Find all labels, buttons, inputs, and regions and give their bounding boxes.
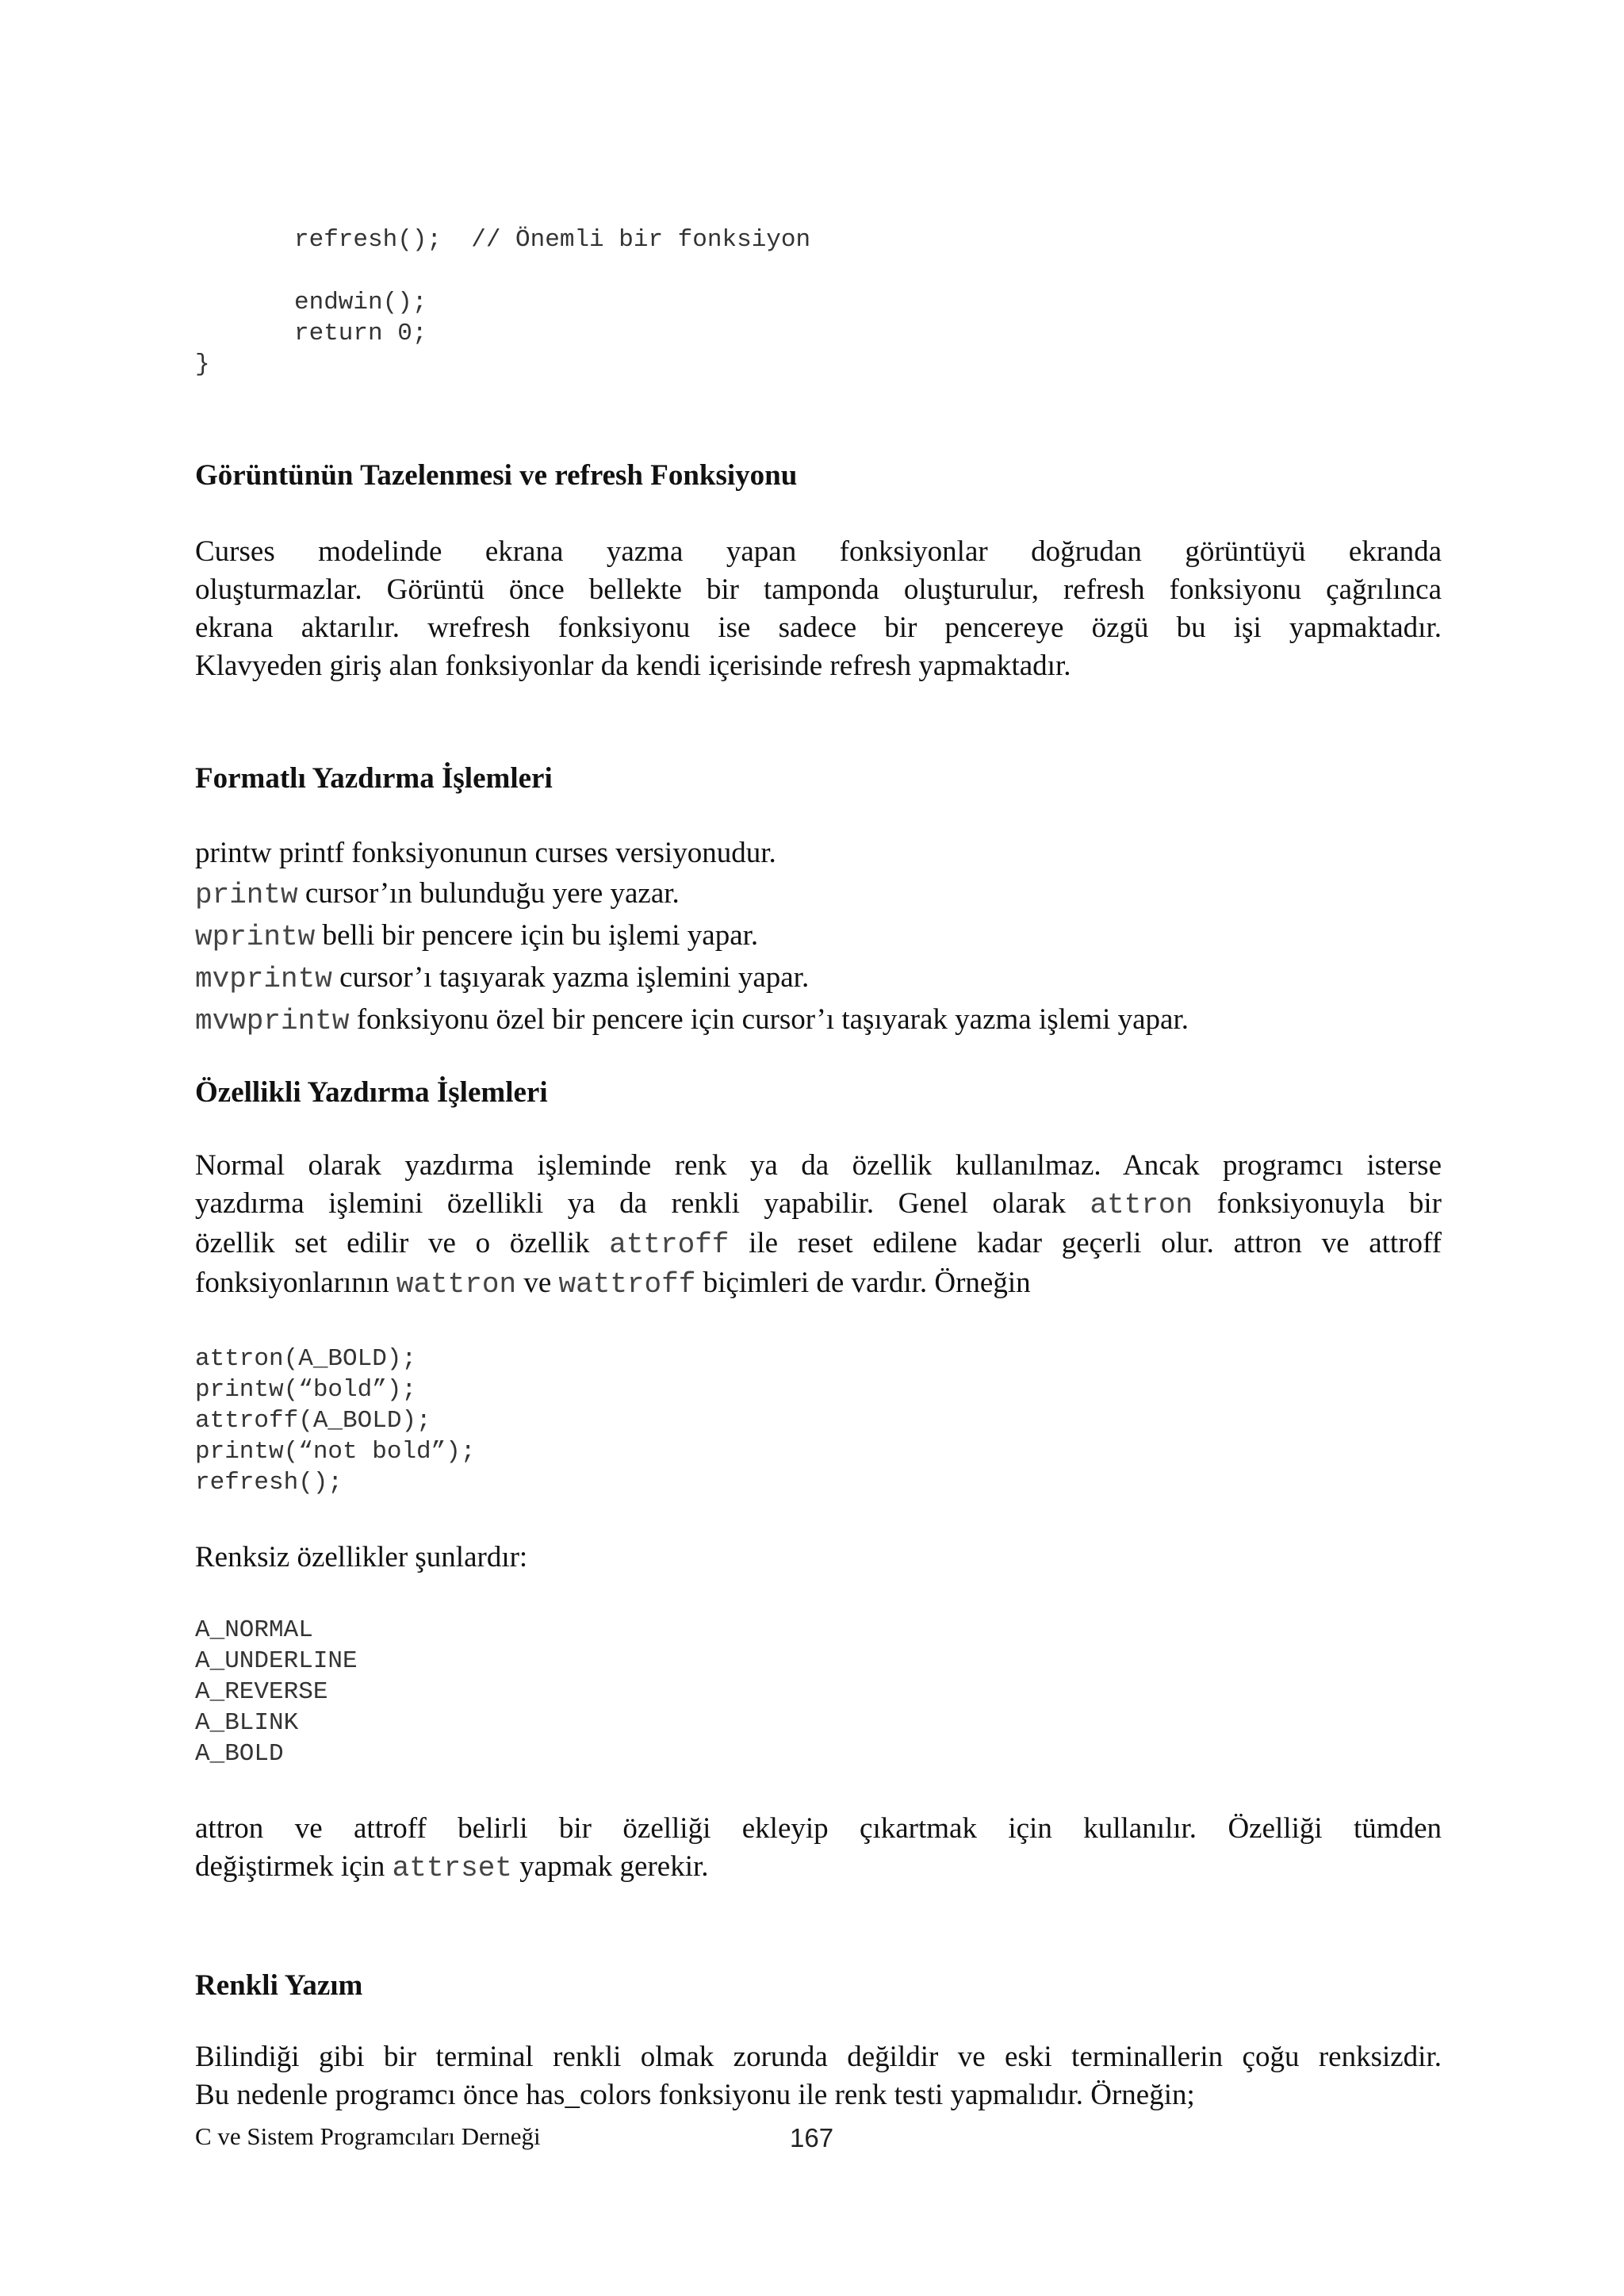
paragraph-attributes bbox=[195, 1147, 1442, 1304]
text-run: değiştirmek için bbox=[195, 1850, 393, 1883]
section-heading-color-print: Renkli Yazım bbox=[195, 1969, 363, 2002]
code-line: printw(“bold”); bbox=[195, 1376, 417, 1404]
text-run: özellik set edilir ve o özellik bbox=[195, 1227, 610, 1259]
paragraph-line bbox=[195, 1848, 1442, 1888]
code-line-endwin: endwin(); bbox=[294, 289, 427, 316]
list-item bbox=[195, 999, 1189, 1041]
list-item bbox=[195, 915, 1189, 957]
list-item bbox=[195, 873, 1189, 915]
code-line: attroff(A_BOLD); bbox=[195, 1407, 431, 1435]
code-line: A_BOLD bbox=[195, 1740, 284, 1768]
paragraph-refresh bbox=[195, 533, 1442, 685]
text-run: ve bbox=[516, 1267, 559, 1299]
paragraph-line bbox=[195, 1264, 1442, 1304]
code-line: printw(“not bold”); bbox=[195, 1438, 476, 1466]
inline-code: wattron bbox=[396, 1268, 517, 1301]
text-run: fonksiyonlarının bbox=[195, 1267, 396, 1299]
inline-code: attrset bbox=[392, 1852, 512, 1884]
code-line: A_UNDERLINE bbox=[195, 1647, 358, 1675]
text-run: ile reset edilene kadar geçerli olur. attron ve attroff bbox=[729, 1227, 1442, 1259]
paragraph-line: attron ve attroff belirli bir özelliği ekleyip çıkartmak için kullanılır. Özelliği tümden bbox=[195, 1812, 1442, 1845]
inline-code: printw bbox=[195, 879, 298, 911]
paragraph-line bbox=[195, 1225, 1442, 1264]
paragraph-colorless-attributes: Renksiz özellikler şunlardır: bbox=[195, 1541, 528, 1573]
text-run: fonksiyonuyla bir bbox=[1193, 1187, 1442, 1220]
code-line-return: return 0; bbox=[294, 320, 427, 347]
code-block-attribute-list bbox=[195, 1615, 358, 1769]
code-line: A_NORMAL bbox=[195, 1616, 313, 1644]
text-run: biçimleri de vardır. Örneğin bbox=[695, 1267, 1031, 1299]
paragraph-line: Bu nedenle programcı önce has_colors fonksiyonu ile renk testi yapmalıdır. Örneğin; bbox=[195, 2079, 1195, 2111]
code-line: attron(A_BOLD); bbox=[195, 1345, 417, 1373]
text-run: yapmak gerekir. bbox=[511, 1850, 709, 1883]
paragraph-attrset bbox=[195, 1810, 1442, 1888]
paragraph-line: Curses modelinde ekrana yazma yapan fonksiyonlar doğrudan görüntüyü ekranda bbox=[195, 535, 1442, 568]
paragraph-line: Normal olarak yazdırma işleminde renk ya da özellik kullanılmaz. Ancak programcı isterse bbox=[195, 1149, 1442, 1182]
footer-organization: C ve Sistem Programcıları Derneği bbox=[195, 2122, 541, 2150]
section-heading-formatted-print: Formatlı Yazdırma İşlemleri bbox=[195, 762, 553, 795]
section-heading-attribute-print: Özellikli Yazdırma İşlemleri bbox=[195, 1076, 548, 1109]
formatted-print-list bbox=[195, 833, 1189, 1041]
code-line-refresh: refresh(); // Önemli bir fonksiyon bbox=[294, 226, 811, 254]
formatted-print-intro: printw printf fonksiyonunun curses versiyonudur. bbox=[195, 837, 776, 869]
paragraph-color bbox=[195, 2038, 1442, 2114]
paragraph-line: ekrana aktarılır. wrefresh fonksiyonu ise sadece bir pencereye özgü bu işi yapmaktadır. bbox=[195, 611, 1442, 644]
paragraph-line bbox=[195, 1185, 1442, 1225]
list-item-text: belli bir pencere için bu işlemi yapar. bbox=[315, 919, 759, 952]
inline-code: mvprintw bbox=[195, 963, 332, 995]
code-line: A_REVERSE bbox=[195, 1678, 328, 1706]
list-item-text: cursor’ın bulunduğu yere yazar. bbox=[297, 877, 680, 910]
code-line: A_BLINK bbox=[195, 1709, 299, 1737]
list-item-text: cursor’ı taşıyarak yazma işlemini yapar. bbox=[331, 961, 810, 994]
code-line: refresh(); bbox=[195, 1469, 343, 1497]
inline-code: wattroff bbox=[558, 1268, 696, 1301]
code-block-attron-example bbox=[195, 1343, 475, 1498]
list-item-text: fonksiyonu özel bir pencere için cursor’ı taşıyarak yazma işlemi yapar. bbox=[349, 1003, 1189, 1036]
paragraph-line: Bilindiği gibi bir terminal renkli olmak zorunda değildir ve eski terminallerin çoğu renksizdir. bbox=[195, 2041, 1442, 2073]
inline-code: mvwprintw bbox=[195, 1005, 350, 1037]
list-item bbox=[195, 957, 1189, 999]
inline-code: attron bbox=[1090, 1189, 1193, 1221]
code-closing-brace: } bbox=[195, 351, 210, 378]
text-run: yazdırma işlemini özellikli ya da renkli yapabilir. Genel olarak bbox=[195, 1187, 1090, 1220]
section-heading-refresh: Görüntünün Tazelenmesi ve refresh Fonksiyonu bbox=[195, 459, 798, 492]
page-number: 167 bbox=[790, 2123, 834, 2152]
inline-code: wprintw bbox=[195, 921, 316, 953]
inline-code: attroff bbox=[609, 1228, 730, 1261]
paragraph-line: oluşturmazlar. Görüntü önce bellekte bir tamponda oluşturulur, refresh fonksiyonu çağrılınca bbox=[195, 573, 1442, 606]
paragraph-line: Klavyeden giriş alan fonksiyonlar da kendi içerisinde refresh yapmaktadır. bbox=[195, 650, 1071, 682]
